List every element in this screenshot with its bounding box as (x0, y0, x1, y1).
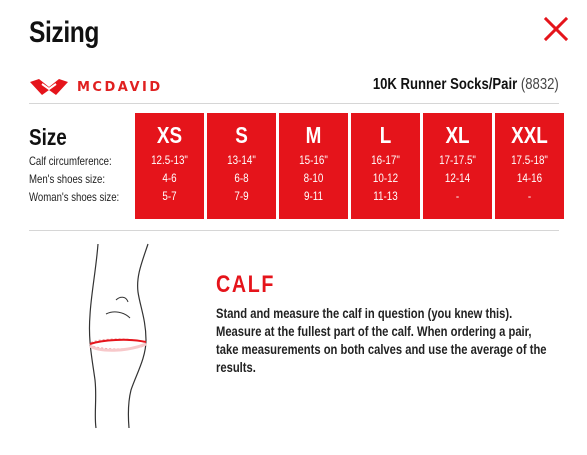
size-name: XS (156, 122, 183, 148)
size-column-xl (423, 113, 492, 219)
size-column-s (207, 113, 276, 219)
size-column-m (279, 113, 348, 219)
size-column-l (351, 113, 420, 219)
brand-logo (29, 78, 163, 96)
product-title (373, 76, 559, 94)
size-women: 7-9 (234, 189, 249, 203)
size-calf: 12.5-13" (151, 153, 188, 167)
row-label-women: Woman's shoes size: (29, 190, 120, 204)
size-name: S (235, 122, 248, 148)
leg-measure-illustration (76, 240, 158, 430)
product-code: (8832) (521, 76, 559, 93)
size-men: 8-10 (303, 171, 324, 185)
calf-description: Stand and measure the calf in question (you knew this). Measure at the fullest part of the calf. When ordering a pair, take measurements on both calves and use the average of the results. (216, 305, 547, 375)
page-title: Sizing (29, 16, 99, 49)
size-name: XL (445, 122, 470, 148)
size-men: 10-12 (372, 171, 399, 185)
divider-top (29, 103, 559, 104)
size-men: 14-16 (516, 171, 543, 185)
size-women: 11-13 (373, 189, 398, 203)
size-men: 4-6 (162, 171, 177, 185)
size-men: 12-14 (444, 171, 471, 185)
size-men: 6-8 (234, 171, 249, 185)
divider-bottom (29, 230, 559, 231)
size-women: - (527, 189, 532, 203)
size-name: M (305, 122, 322, 148)
size-calf: 17-17.5" (439, 153, 476, 167)
size-calf: 15-16" (299, 153, 328, 167)
size-women: 9-11 (304, 189, 323, 203)
size-calf: 13-14" (227, 153, 256, 167)
size-column-xxl (495, 113, 564, 219)
brand-wordmark: MCDAVID (77, 79, 163, 95)
size-row-labels (29, 124, 137, 206)
size-name: XXL (511, 122, 548, 148)
product-name: 10K Runner Socks/Pair (373, 76, 518, 93)
size-name: L (379, 122, 392, 148)
brand-row (29, 74, 559, 100)
size-calf: 16-17" (371, 153, 400, 167)
close-icon[interactable] (543, 16, 569, 42)
size-columns (135, 113, 564, 219)
size-column-xs (135, 113, 204, 219)
size-heading: Size (29, 124, 67, 150)
mcdavid-logo-icon (29, 78, 69, 96)
calf-title: CALF (216, 271, 276, 298)
size-women: - (455, 189, 460, 203)
size-calf: 17.5-18" (511, 153, 548, 167)
row-label-calf: Calf circumference: (29, 154, 112, 168)
row-label-men: Men's shoes size: (29, 172, 105, 186)
size-women: 5-7 (162, 189, 177, 203)
